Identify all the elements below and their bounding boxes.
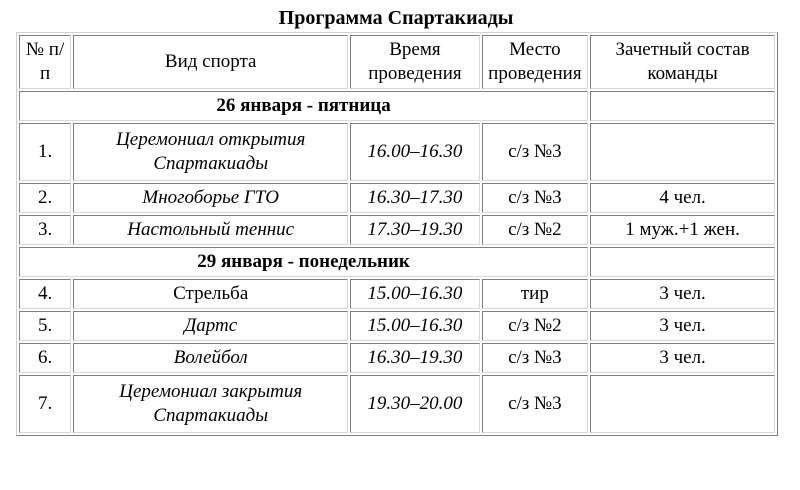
date-cell: 26 января - пятница	[19, 91, 588, 121]
row-number: 1.	[19, 123, 71, 181]
team-size	[590, 123, 775, 181]
row-number: 6.	[19, 343, 71, 373]
event-time: 16.00–16.30	[350, 123, 479, 181]
event-time: 17.30–19.30	[350, 215, 479, 245]
row-number: 4.	[19, 279, 71, 309]
event-place: тир	[482, 279, 589, 309]
sport-name: Церемониал закрытия Спартакиады	[73, 375, 348, 433]
schedule-table	[16, 32, 778, 436]
date-blank-cell	[590, 247, 775, 277]
event-place: с/з №2	[482, 311, 589, 341]
row-number: 3.	[19, 215, 71, 245]
event-time: 15.00–16.30	[350, 279, 479, 309]
sport-name: Церемониал открытия Спартакиады	[73, 123, 348, 181]
table-row	[19, 375, 775, 433]
event-place: с/з №3	[482, 123, 589, 181]
event-time: 15.00–16.30	[350, 311, 479, 341]
header-sport: Вид спорта	[73, 35, 348, 89]
row-number: 2.	[19, 183, 71, 213]
team-size: 1 муж.+1 жен.	[590, 215, 775, 245]
sport-name: Многоборье ГТО	[73, 183, 348, 213]
date-row	[19, 91, 775, 121]
table-row	[19, 343, 775, 373]
event-place: с/з №3	[482, 183, 589, 213]
sport-name: Стрельба	[73, 279, 348, 309]
table-row	[19, 215, 775, 245]
row-number: 7.	[19, 375, 71, 433]
row-number: 5.	[19, 311, 71, 341]
event-place: с/з №2	[482, 215, 589, 245]
team-size: 4 чел.	[590, 183, 775, 213]
sport-name: Волейбол	[73, 343, 348, 373]
table-row	[19, 311, 775, 341]
header-row	[19, 35, 775, 89]
event-time: 19.30–20.00	[350, 375, 479, 433]
sport-name: Настольный теннис	[73, 215, 348, 245]
team-size: 3 чел.	[590, 343, 775, 373]
date-cell: 29 января - понедельник	[19, 247, 588, 277]
header-place: Место проведения	[482, 35, 589, 89]
event-time: 16.30–19.30	[350, 343, 479, 373]
header-time: Время проведения	[350, 35, 479, 89]
team-size: 3 чел.	[590, 279, 775, 309]
table-row	[19, 123, 775, 181]
table-row	[19, 279, 775, 309]
event-place: с/з №3	[482, 343, 589, 373]
event-place: с/з №3	[482, 375, 589, 433]
event-time: 16.30–17.30	[350, 183, 479, 213]
page-title: Программа Спартакиады	[278, 7, 514, 29]
team-size	[590, 375, 775, 433]
team-size: 3 чел.	[590, 311, 775, 341]
date-row	[19, 247, 775, 277]
header-num: № п/п	[19, 35, 71, 89]
date-blank-cell	[590, 91, 775, 121]
table-row	[19, 183, 775, 213]
sport-name: Дартс	[73, 311, 348, 341]
header-team: Зачетный состав команды	[590, 35, 775, 89]
